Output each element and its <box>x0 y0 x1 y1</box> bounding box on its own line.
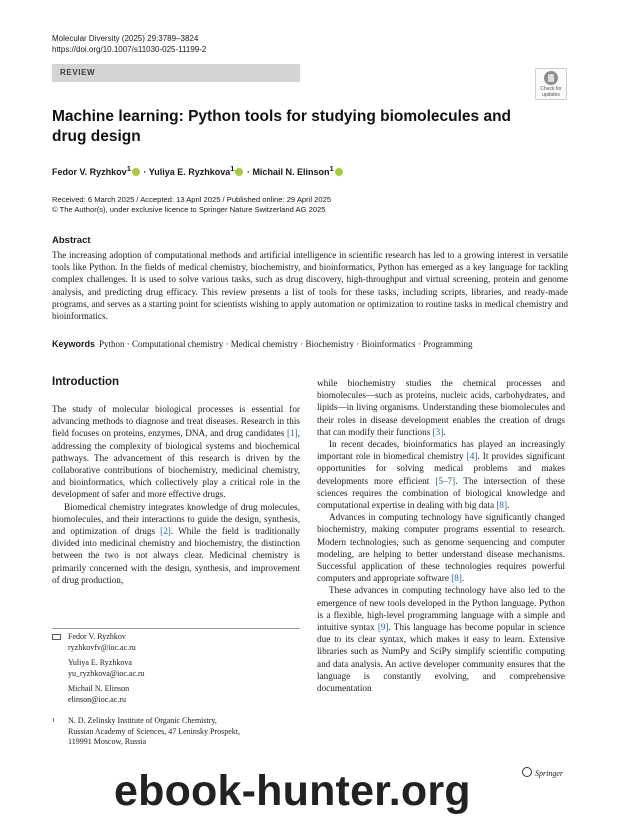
footnote-divider <box>52 628 300 629</box>
publication-dates <box>52 195 331 215</box>
right-column <box>317 377 565 694</box>
springer-horse-icon <box>522 767 532 777</box>
paragraph: These advances in computing technology have also led to the emergence of new tools developed in the Python language. Python is a flexible, high-level programming language with a simple and intuitive syntax [9]. This language has become popular in science due to its clear syntax, which makes it easy to learn. Extensive libraries such as NumPy and SciPy simplify scientific computing and data analysis. An active developer community ensures that the language is constantly evolving, and comprehensive documentation <box>317 585 565 694</box>
contact-name: Fedor V. Ryzhkov <box>68 632 126 641</box>
author-separator: · <box>244 167 253 177</box>
citation-link[interactable]: [2] <box>160 526 171 537</box>
author-list <box>52 164 344 177</box>
paragraph: while biochemistry studies the chemical processes and biomolecules—such as proteins, nucleic acids, carbohydrates, and lipids—in living organisms. Understanding these biomolecules and their roles in disease development enables the creation of drugs that can modify their functions [3]. <box>317 378 565 437</box>
keywords-line <box>52 339 472 349</box>
author-name[interactable]: Fedor V. Ryzhkov <box>52 167 127 177</box>
left-column <box>52 403 300 586</box>
citation-link[interactable]: [9] <box>377 622 389 633</box>
abstract-heading: Abstract <box>52 235 91 246</box>
check-for-updates-badge[interactable] <box>535 68 567 100</box>
affiliation-number: 1 <box>52 718 55 724</box>
bookmark-icon <box>544 71 558 85</box>
watermark-text: ebook-hunter.org <box>114 767 471 815</box>
citation-link[interactable]: [4] <box>466 451 478 462</box>
contact-entry <box>68 632 136 653</box>
paragraph: Biomedical chemistry integrates knowledge of drug molecules, biomolecules, and their interactions to guide the design, synthesis, and optimization of drugs [2]. While the field is traditionally divided into medicinal chemistry and biochemistry, the distinction between the two is not always clear. Medicinal chemistry is primarily concerned with the design, synthesis, and improvement of drug production, <box>52 501 300 585</box>
paragraph: The study of molecular biological processes is essential for advancing methods to diagnose and treat diseases. Research in this field focuses on proteins, enzymes, DNA, and drug candidates [1], addressing the complexity of biological systems and biochemical pathways. The advancement of this research is driven by the collaborative contributions of biochemistry, medicinal chemistry, and bioinformatics, which collectively play a critical role in the development of safer and more effective drugs. <box>52 404 300 500</box>
paragraph: In recent decades, bioinformatics has played an increasingly important role in biomedical chemistry [4]. It provides significant opportunities for solving medical problems and makes developments more efficient [5–7]. The intersection of these sciences requires the combination of biological knowledge and computational expertise in dealing with big data [8]. <box>317 439 565 511</box>
author-name[interactable]: Yuliya E. Ryzhkova <box>148 167 231 177</box>
envelope-icon <box>52 634 61 640</box>
contact-email[interactable]: yu_ryzhkova@ioc.ac.ru <box>68 668 145 678</box>
keywords-label: Keywords <box>52 339 96 349</box>
citation-link[interactable]: [3] <box>432 426 444 437</box>
copyright-line: © The Author(s), under exclusive licence to Springer Nature Switzerland AG 2025 <box>52 205 326 214</box>
badge-label: Check for updates <box>540 86 562 98</box>
affiliation-sup: 1 <box>126 164 131 173</box>
section-heading-introduction: Introduction <box>52 376 120 388</box>
orcid-icon[interactable] <box>132 168 140 176</box>
history-dates: Received: 6 March 2025 / Accepted: 13 April 2025 / Published online: 29 April 2025 <box>52 195 332 204</box>
orcid-icon[interactable] <box>235 168 243 176</box>
contact-email[interactable]: elinson@ioc.ac.ru <box>68 694 127 704</box>
citation-link[interactable]: [8] <box>496 500 508 511</box>
contact-entry <box>68 684 129 705</box>
doi-link[interactable]: https://doi.org/10.1007/s11030-025-11199-2 <box>52 45 207 54</box>
keywords-text: Python · Computational chemistry · Medical chemistry · Biochemistry · Bioinformatics · Programming <box>99 339 473 349</box>
publisher-logo: Springer <box>522 767 563 778</box>
contact-entry <box>68 658 145 679</box>
article-type-bar <box>52 64 300 82</box>
affiliation-sup: 1 <box>230 164 235 173</box>
article-title: Machine learning: Python tools for studying biomolecules and drug design <box>52 108 512 145</box>
orcid-icon[interactable] <box>335 168 343 176</box>
author-name[interactable]: Michail N. Elinson <box>252 167 330 177</box>
abstract-text: The increasing adoption of computational methods and artificial intelligence in scientific research has led to a growing interest in versatile tools like Python. In the fields of medical chemistry, biochemistry, and bioinformatics, Python has emerged as a key language for tackling complex challenges. It is used to solve various tasks, such as drug discovery, high-throughput and virtual screening, protein and genome analysis, and predicting drug efficacy. This review presents a list of tools for these tasks, including scripts, libraries, and ready-made programs, and serves as a starting point for scientists wishing to apply automation or optimization to routine tasks in medical chemistry and bioinformatics. <box>52 250 568 322</box>
affiliation-sup: 1 <box>329 164 334 173</box>
paragraph: Advances in computing technology have significantly changed biochemistry, making computer programs essential to research. Modern technologies, such as genome sequencing and computer modeling, are helping to better understand disease mechanisms. Successful application of these technologies requires powerful computers and appropriate software [8]. <box>317 512 565 584</box>
citation-link[interactable]: [5–7] <box>435 475 456 486</box>
author-separator: · <box>140 167 149 177</box>
article-type-label: REVIEW <box>60 68 96 77</box>
contact-email[interactable]: ryzhkovfv@ioc.ac.ru <box>68 642 136 652</box>
affiliation-address: N. D. Zelinsky Institute of Organic Chemistry, Russian Academy of Sciences, 47 Leninsky Prospekt, 119991 Moscow, Russia <box>68 716 240 746</box>
contact-name: Michail N. Elinson <box>68 684 130 693</box>
journal-volume-line: Molecular Diversity (2025) 29:3789–3824 <box>52 34 199 43</box>
contact-name: Yuliya E. Ryzhkova <box>68 658 132 667</box>
citation-link[interactable]: [8] <box>451 573 462 584</box>
citation-link[interactable]: [1] <box>286 428 298 439</box>
journal-citation <box>52 33 206 55</box>
